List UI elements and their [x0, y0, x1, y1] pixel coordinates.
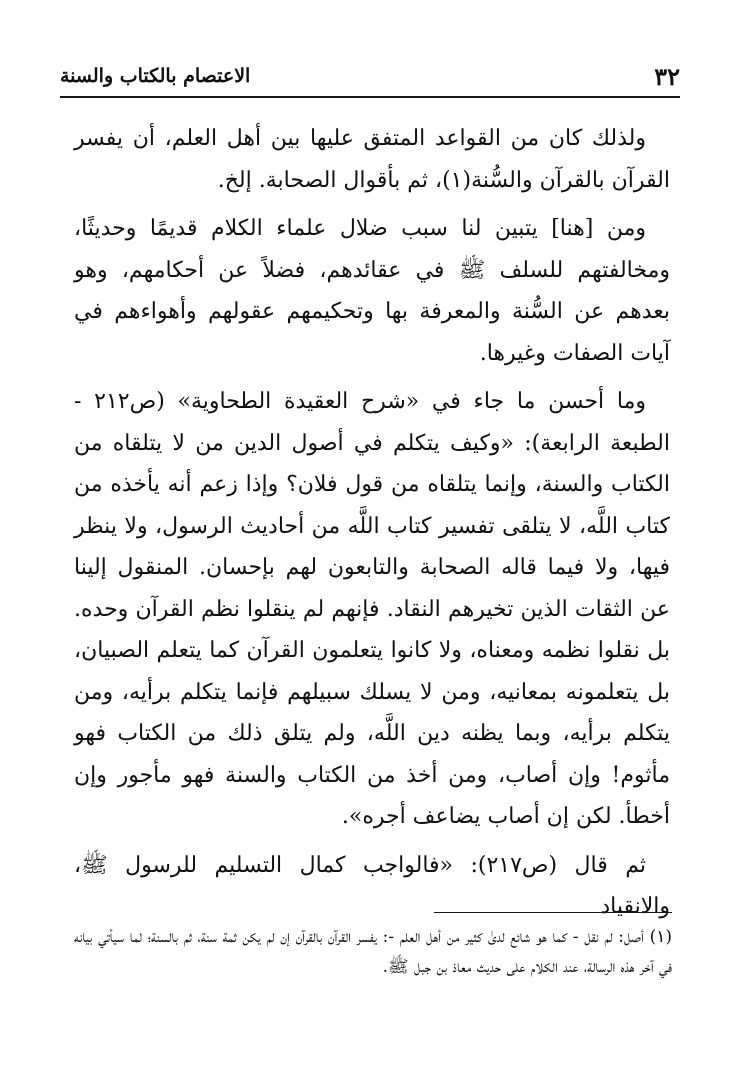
- footnote-text: (١) أصل: لم نقل - كما هو شائع لدىٰ كثير من أهل العلم -: يفسر القرآن بالقرآن إن لم يكن ثمة سنة، ثم بالسنة؛ لما سيأتي بيانه في آخر هذه الرسالة، عند الكلام على حديث معاذ بن جبل ﷺ.: [74, 927, 672, 977]
- footnote-divider: [434, 912, 672, 913]
- page-header: [60, 62, 680, 98]
- paragraph: ثم قال (ص٢١٧): «فالواجب كمال التسليم للرسول ﷺ، والانقياد: [74, 852, 670, 919]
- paragraph: ولذلك كان من القواعد المتفق عليها بين أهل العلم، أن يفسر القرآن بالقرآن والسُّنة(١)، ثم بأقوال الصحابة. إلخ.: [74, 126, 670, 193]
- paragraph: ومن [هنا] يتبين لنا سبب ضلال علماء الكلام قديمًا وحديثًا، ومخالفتهم للسلف ﷺ في عقائدهم، فضلاً عن أحكامهم، وهو بعدهم عن السُّنة والمعرفة بها وتحكيمهم عقولهم وأهواءهم في آيات الصفات وغيرها.: [74, 216, 670, 366]
- paragraph: وما أحسن ما جاء في «شرح العقيدة الطحاوية» (ص٢١٢ - الطبعة الرابعة): «وكيف يتكلم في أصول الدين من لا يتلقاه من الكتاب والسنة، وإنما يتلقاه من قول فلان؟ وإذا زعم أنه يأخذه من كتاب اللَّه، لا يتلقى تفسير كتاب اللَّه من أحاديث الرسول، ولا ينظر فيها، ولا فيما قاله الصحابة والتابعون لهم بإحسان. المنقول إلينا عن الثقات الذين تخيرهم النقاد. فإنهم لم ينقلوا نظم القرآن وحده. بل نقلوا نظمه ومعناه، ولا كانوا يتعلمون القرآن كما يتعلم الصبيان، بل يتعلمونه بمعانيه، ومن لا يسلك سبيلهم فإنما يتكلم برأيه، ومن يتكلم برأيه، وبما يظنه دين اللَّه، ولم يتلق ذلك من الكتاب فهو مأثوم! وإن أصاب، ومن أخذ من الكتاب والسنة فهو مأجور وإن أخطأ. لكن إن أصاب يضاعف أجره».: [74, 389, 670, 829]
- footnote: [74, 922, 672, 982]
- main-text: [74, 118, 670, 928]
- running-title: الاعتصام بالكتاب والسنة: [60, 65, 251, 87]
- page-number: ٣٢: [654, 62, 680, 91]
